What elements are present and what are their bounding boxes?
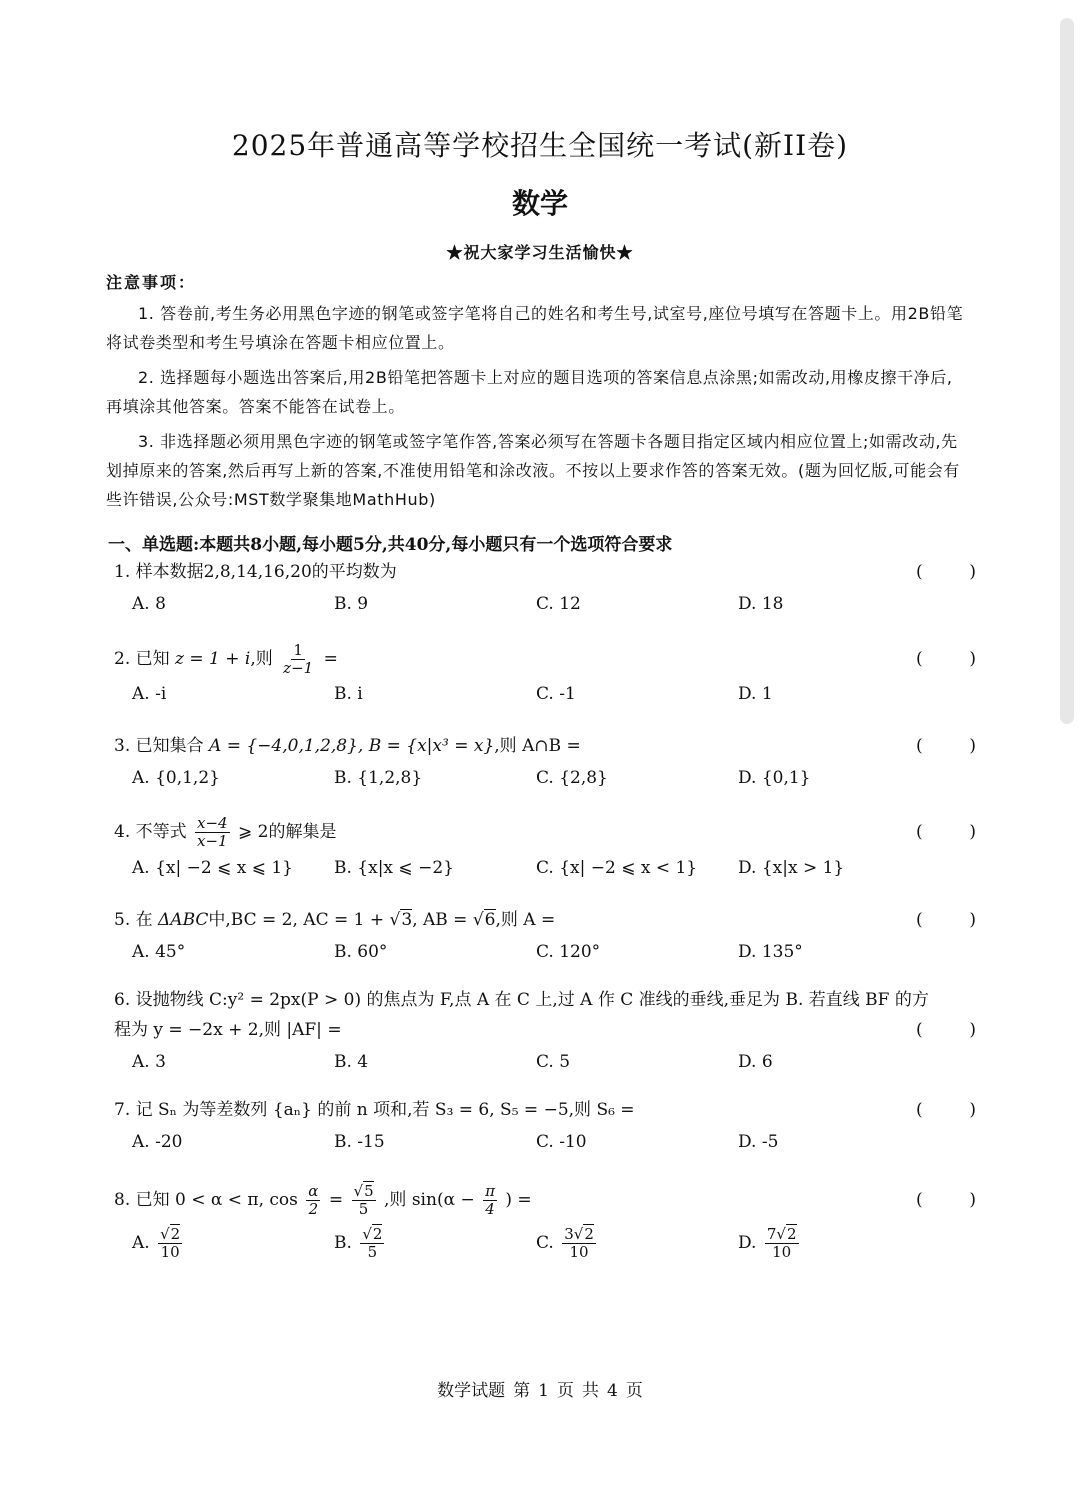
options-row: [114, 858, 976, 892]
option-a: A. {0,1,2}: [132, 768, 220, 788]
options-row: [114, 1132, 976, 1166]
fraction: $\frac{1}{z-1}$: [283, 641, 314, 677]
fraction: $\frac{\pi}{4}$: [485, 1182, 495, 1218]
question-stem: 1. 样本数据2,8,14,16,20的平均数为 ( ): [114, 558, 976, 586]
option-a: A. 45°: [132, 942, 186, 962]
question-5: [114, 906, 976, 976]
answer-paren: ( ): [916, 1100, 976, 1120]
question-8: [114, 1180, 976, 1276]
answer-paren: ( ): [916, 1020, 976, 1040]
answer-paren: ( ): [916, 1190, 976, 1210]
option-c: C. {2,8}: [536, 768, 608, 788]
option-a: A. 3: [132, 1052, 166, 1072]
option-b: B. -15: [334, 1132, 385, 1152]
notice-heading: 注意事项：: [106, 273, 197, 292]
question-1: [114, 558, 976, 628]
option-c: C. -10: [536, 1132, 587, 1152]
option-d: D. 135°: [738, 942, 803, 962]
question-2: [114, 642, 976, 718]
option-d: D. $\frac{7√2}{10}$: [738, 1225, 797, 1261]
question-7: [114, 1096, 976, 1166]
option-d: D. -5: [738, 1132, 779, 1152]
exam-title: 2025年普通高等学校招生全国统一考试(新II卷): [231, 129, 849, 162]
question-stem: 3. 已知集合 A = {−4,0,1,2,8}, B = {x|x³ = x},则 A∩B = ( ): [114, 732, 976, 760]
question-stem: 8. 已知 0 < α < π, cos $\frac{\alpha}{2}$ = $\frac{√5}{5}$ ,则 sin(α − $\frac{\pi}{4}$ ) = ( ): [114, 1182, 976, 1218]
option-c: C. 5: [536, 1052, 571, 1072]
options-row: [114, 594, 976, 628]
options-row: [114, 684, 976, 718]
fraction: $\frac{\alpha}{2}$: [308, 1182, 319, 1218]
question-6: [114, 986, 976, 1086]
option-b: B. 4: [334, 1052, 369, 1072]
option-d: D. 1: [738, 684, 773, 704]
option-c: C. 120°: [536, 942, 601, 962]
option-a: A. 8: [132, 594, 166, 614]
option-b: B. i: [334, 684, 363, 704]
answer-paren: ( ): [916, 736, 976, 756]
option-d: D. {0,1}: [738, 768, 811, 788]
options-row: [114, 1226, 976, 1276]
option-c: C. 12: [536, 594, 581, 614]
options-row: [114, 942, 976, 976]
options-row: [114, 768, 976, 802]
options-row: [114, 1052, 976, 1086]
option-d: D. 18: [738, 594, 784, 614]
question-4: [114, 814, 976, 892]
notice-block: [106, 270, 968, 520]
fraction: $\frac{√5}{5}$: [353, 1182, 374, 1218]
subject-heading: 数学: [511, 187, 568, 220]
answer-paren: ( ): [916, 562, 976, 582]
motto: ★祝大家学习生活愉快★: [446, 243, 634, 262]
notice-item: 1. 答卷前,考生务必用黑色字迹的钢笔或签字笔将自己的姓名和考生号,试室号,座位号填写在答题卡上。用2B铅笔将试卷类型和考生号填涂在答题卡相应位置上。: [106, 304, 964, 352]
question-stem-line2: 程为 y = −2x + 2,则 |AF| = ( ): [114, 1016, 976, 1044]
question-3: [114, 732, 976, 802]
answer-paren: ( ): [916, 910, 976, 930]
option-a: A. $\frac{√2}{10}$: [132, 1225, 181, 1261]
question-stem: 4. 不等式 $\frac{x-4}{x-1}$ ⩾ 2的解集是 ( ): [114, 814, 976, 850]
question-stem: 2. 已知 z = 1 + i,则 $\frac{1}{z-1}$ = ( ): [114, 641, 976, 677]
option-c: C. {x| −2 ⩽ x < 1}: [536, 858, 698, 878]
option-b: B. 9: [334, 594, 369, 614]
question-stem: 7. 记 Sₙ 为等差数列 {aₙ} 的前 n 项和,若 S₃ = 6, S₅ = −5,则 S₆ = ( ): [114, 1096, 976, 1124]
option-a: A. -20: [132, 1132, 183, 1152]
option-a: A. -i: [132, 684, 167, 704]
option-b: B. {1,2,8}: [334, 768, 423, 788]
page-footer: 数学试题 第 1 页 共 4 页: [437, 1381, 643, 1401]
question-stem-line1: 6. 设抛物线 C:y² = 2px(P > 0) 的焦点为 F,点 A 在 C 上,过 A 作 C 准线的垂线,垂足为 B. 若直线 BF 的方: [114, 990, 929, 1010]
notice-item: 2. 选择题每小题选出答案后,用2B铅笔把答题卡上对应的题目选项的答案信息点涂黑;如需改动,用橡皮擦干净后,再填涂其他答案。答案不能答在试卷上。: [106, 368, 953, 416]
answer-paren: ( ): [916, 822, 976, 842]
option-b: B. $\frac{√2}{5}$: [334, 1225, 383, 1261]
option-d: D. 6: [738, 1052, 773, 1072]
option-d: D. {x|x > 1}: [738, 858, 845, 878]
option-a: A. {x| −2 ⩽ x ⩽ 1}: [132, 858, 294, 878]
option-b: B. 60°: [334, 942, 388, 962]
option-c: C. $\frac{3√2}{10}$: [536, 1225, 594, 1261]
question-stem: 5. 在 ΔABC中,BC = 2, AC = 1 + √3, AB = √6,则 A = ( ): [114, 906, 976, 934]
section-heading: 一、单选题:本题共8小题,每小题5分,共40分,每小题只有一个选项符合要求: [108, 535, 673, 555]
fraction: $\frac{x-4}{x-1}$: [197, 814, 228, 850]
answer-paren: ( ): [916, 649, 976, 669]
option-c: C. -1: [536, 684, 576, 704]
notice-item: 3. 非选择题必须用黑色字迹的钢笔或签字笔作答,答案必须写在答题卡各题目指定区域内相应位置上;如需改动,先划掉原来的答案,然后再写上新的答案,不准使用铅笔和涂改液。不按以上要求作答的答案无效。(题为回忆版,可能会有些许错误,公众号:MST数学聚集地MathHub): [106, 432, 960, 509]
option-b: B. {x|x ⩽ −2}: [334, 858, 454, 878]
